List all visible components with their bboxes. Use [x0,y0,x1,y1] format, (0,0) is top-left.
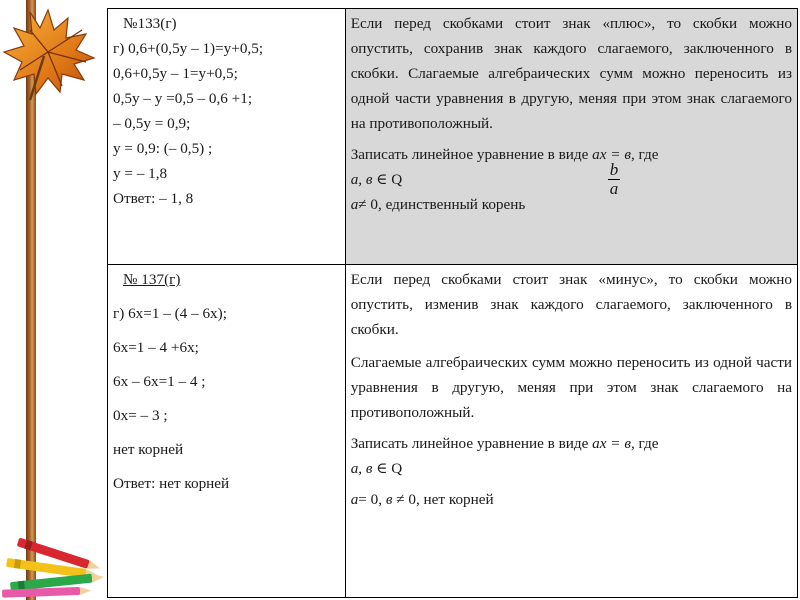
condition-var-b: в [385,491,393,508]
condition-vars: а, в [350,460,373,477]
solution-line: 6х=1 – 4 +6х; [113,339,199,356]
plus-rule-text: Если перед скобками стоит знак «плюс», то скобки можно опустить, сохранив знак каждого слагаемого, заключенного в скобки. Слагаемые алгебраических сумм можно переносить из одной части уравнения в другую, меняя при этом знак слагаемого на противоположный. [350,15,792,132]
transfer-rule-text: Слагаемые алгебраических сумм можно переносить из одной части уравнения в другую, меняя при этом знак слагаемого на противоположный. [350,354,792,421]
problem-137-heading: № 137(г) [123,271,181,288]
condition-var-a: а [350,196,359,213]
condition-set-line [350,160,792,198]
condition-vars: а, в [350,171,373,188]
solution-line: г) 6х=1 – (4 – 6х); [113,305,227,322]
condition-no-roots-text: ≠ 0, нет корней [392,491,494,508]
minus-rule-text: Если перед скобками стоит знак «минус», то скобки можно опустить, изменив знак каждого слагаемого, заключенного в скобки. [350,271,792,338]
problem-137-rule [345,265,797,598]
linear-form-line [351,142,792,167]
problem-133-heading: №133(г) [123,15,177,32]
solution-line: 0,5у – у =0,5 – 0,6 +1; [113,90,253,107]
condition-zero-text: = 0, [358,491,386,508]
solution-line: у = – 1,8 [113,165,168,182]
autumn-leaf-icon [0,0,100,110]
content-table [107,8,798,598]
condition-var-a: а [350,491,359,508]
table-row [108,265,798,598]
condition-set: ∈ Q [372,460,403,477]
problem-133-solution [108,9,346,265]
solution-line: 0х= – 3 ; [113,407,168,424]
solution-line: – 0,5у = 0,9; [113,115,191,132]
solution-line: г) 0,6+(0,5у – 1)=у+0,5; [113,40,264,57]
linear-form-where: , где [630,435,659,452]
condition-set: ∈ Q [372,171,403,188]
linear-form-equation: ах = в [592,435,631,452]
linear-form-where: , где [630,146,659,163]
linear-form-equation: ах = в [592,146,631,163]
answer-line: Ответ: нет корней [113,475,230,492]
table-row [108,9,798,265]
crayons-icon [0,530,115,600]
condition-set-line [351,456,792,481]
solution-line: нет корней [113,441,184,458]
answer-line: Ответ: – 1, 8 [113,190,194,207]
solution-line: у = 0,9: (– 0,5) ; [113,140,213,157]
solution-line: 6х – 6х=1 – 4 ; [113,373,206,390]
linear-form-line [351,431,792,456]
linear-form-intro: Записать линейное уравнение в виде [350,146,589,163]
solution-line: 0,6+0,5у – 1=у+0,5; [113,65,238,82]
problem-137-solution [108,265,346,598]
condition-no-roots-line [351,487,792,512]
condition-nonzero-text: ≠ 0, единственный корень [358,196,526,213]
problem-133-rule [345,9,797,265]
fraction-denominator: a [609,179,619,198]
root-fraction [608,161,621,198]
linear-form-intro: Записать линейное уравнение в виде [350,435,589,452]
condition-nonzero-line [351,192,792,217]
fraction-numerator: b [609,160,619,179]
